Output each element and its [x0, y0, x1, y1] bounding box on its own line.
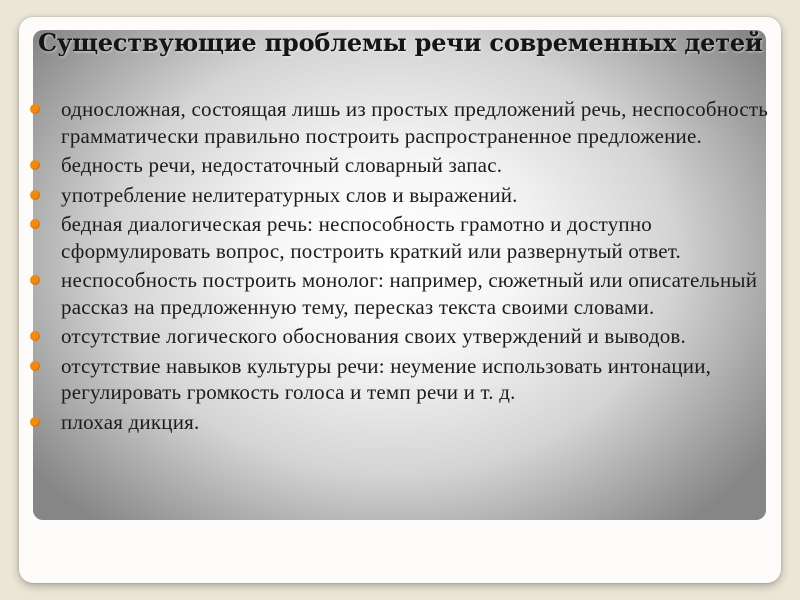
bullet-list: [30, 96, 775, 438]
bullet-item-monologue: [30, 267, 775, 320]
bullet-text: бедная диалогическая речь: неспособность грамотно и доступно сформулировать вопрос, построить краткий или развернутый ответ.: [61, 212, 681, 263]
bullet-item-logical-reasoning: [30, 323, 775, 350]
bullet-text: отсутствие навыков культуры речи: неумение использовать интонации, регулировать громкость голоса и темп речи и т. д.: [61, 353, 712, 404]
slide-title: Существующие проблемы речи современных детей: [38, 28, 763, 57]
bullet-text: плохая дикция.: [61, 409, 200, 434]
bullet-text: бедность речи, недостаточный словарный запас.: [61, 153, 503, 177]
bullet-icon: [30, 275, 40, 285]
bullet-icon: [30, 361, 40, 371]
bullet-icon: [30, 219, 40, 229]
bullet-icon: [30, 104, 40, 114]
bullet-text: односложная, состоящая лишь из простых предложений речь, неспособность грамматически правильно построить распространенное предложение.: [61, 97, 769, 148]
bullet-item-monosyllabic-speech: [30, 96, 775, 149]
bullet-item-dialogic-speech: [30, 211, 775, 264]
bullet-text: неспособность построить монолог: например, сюжетный или описательный рассказ на предложенную тему, пересказ текста своими словами.: [61, 268, 758, 319]
bullet-text: употребление нелитературных слов и выражений.: [61, 182, 518, 207]
bullet-item-non-literary-words: [30, 182, 775, 209]
bullet-item-speech-culture: [30, 353, 775, 406]
bullet-text: отсутствие логического обоснования своих утверждений и выводов.: [61, 324, 686, 348]
bullet-icon: [30, 331, 40, 341]
bullet-item-poor-diction: [30, 409, 775, 436]
bullet-item-poor-vocabulary: [30, 152, 775, 179]
bullet-icon: [30, 190, 40, 200]
bullet-icon: [30, 160, 40, 170]
bullet-icon: [30, 417, 40, 427]
